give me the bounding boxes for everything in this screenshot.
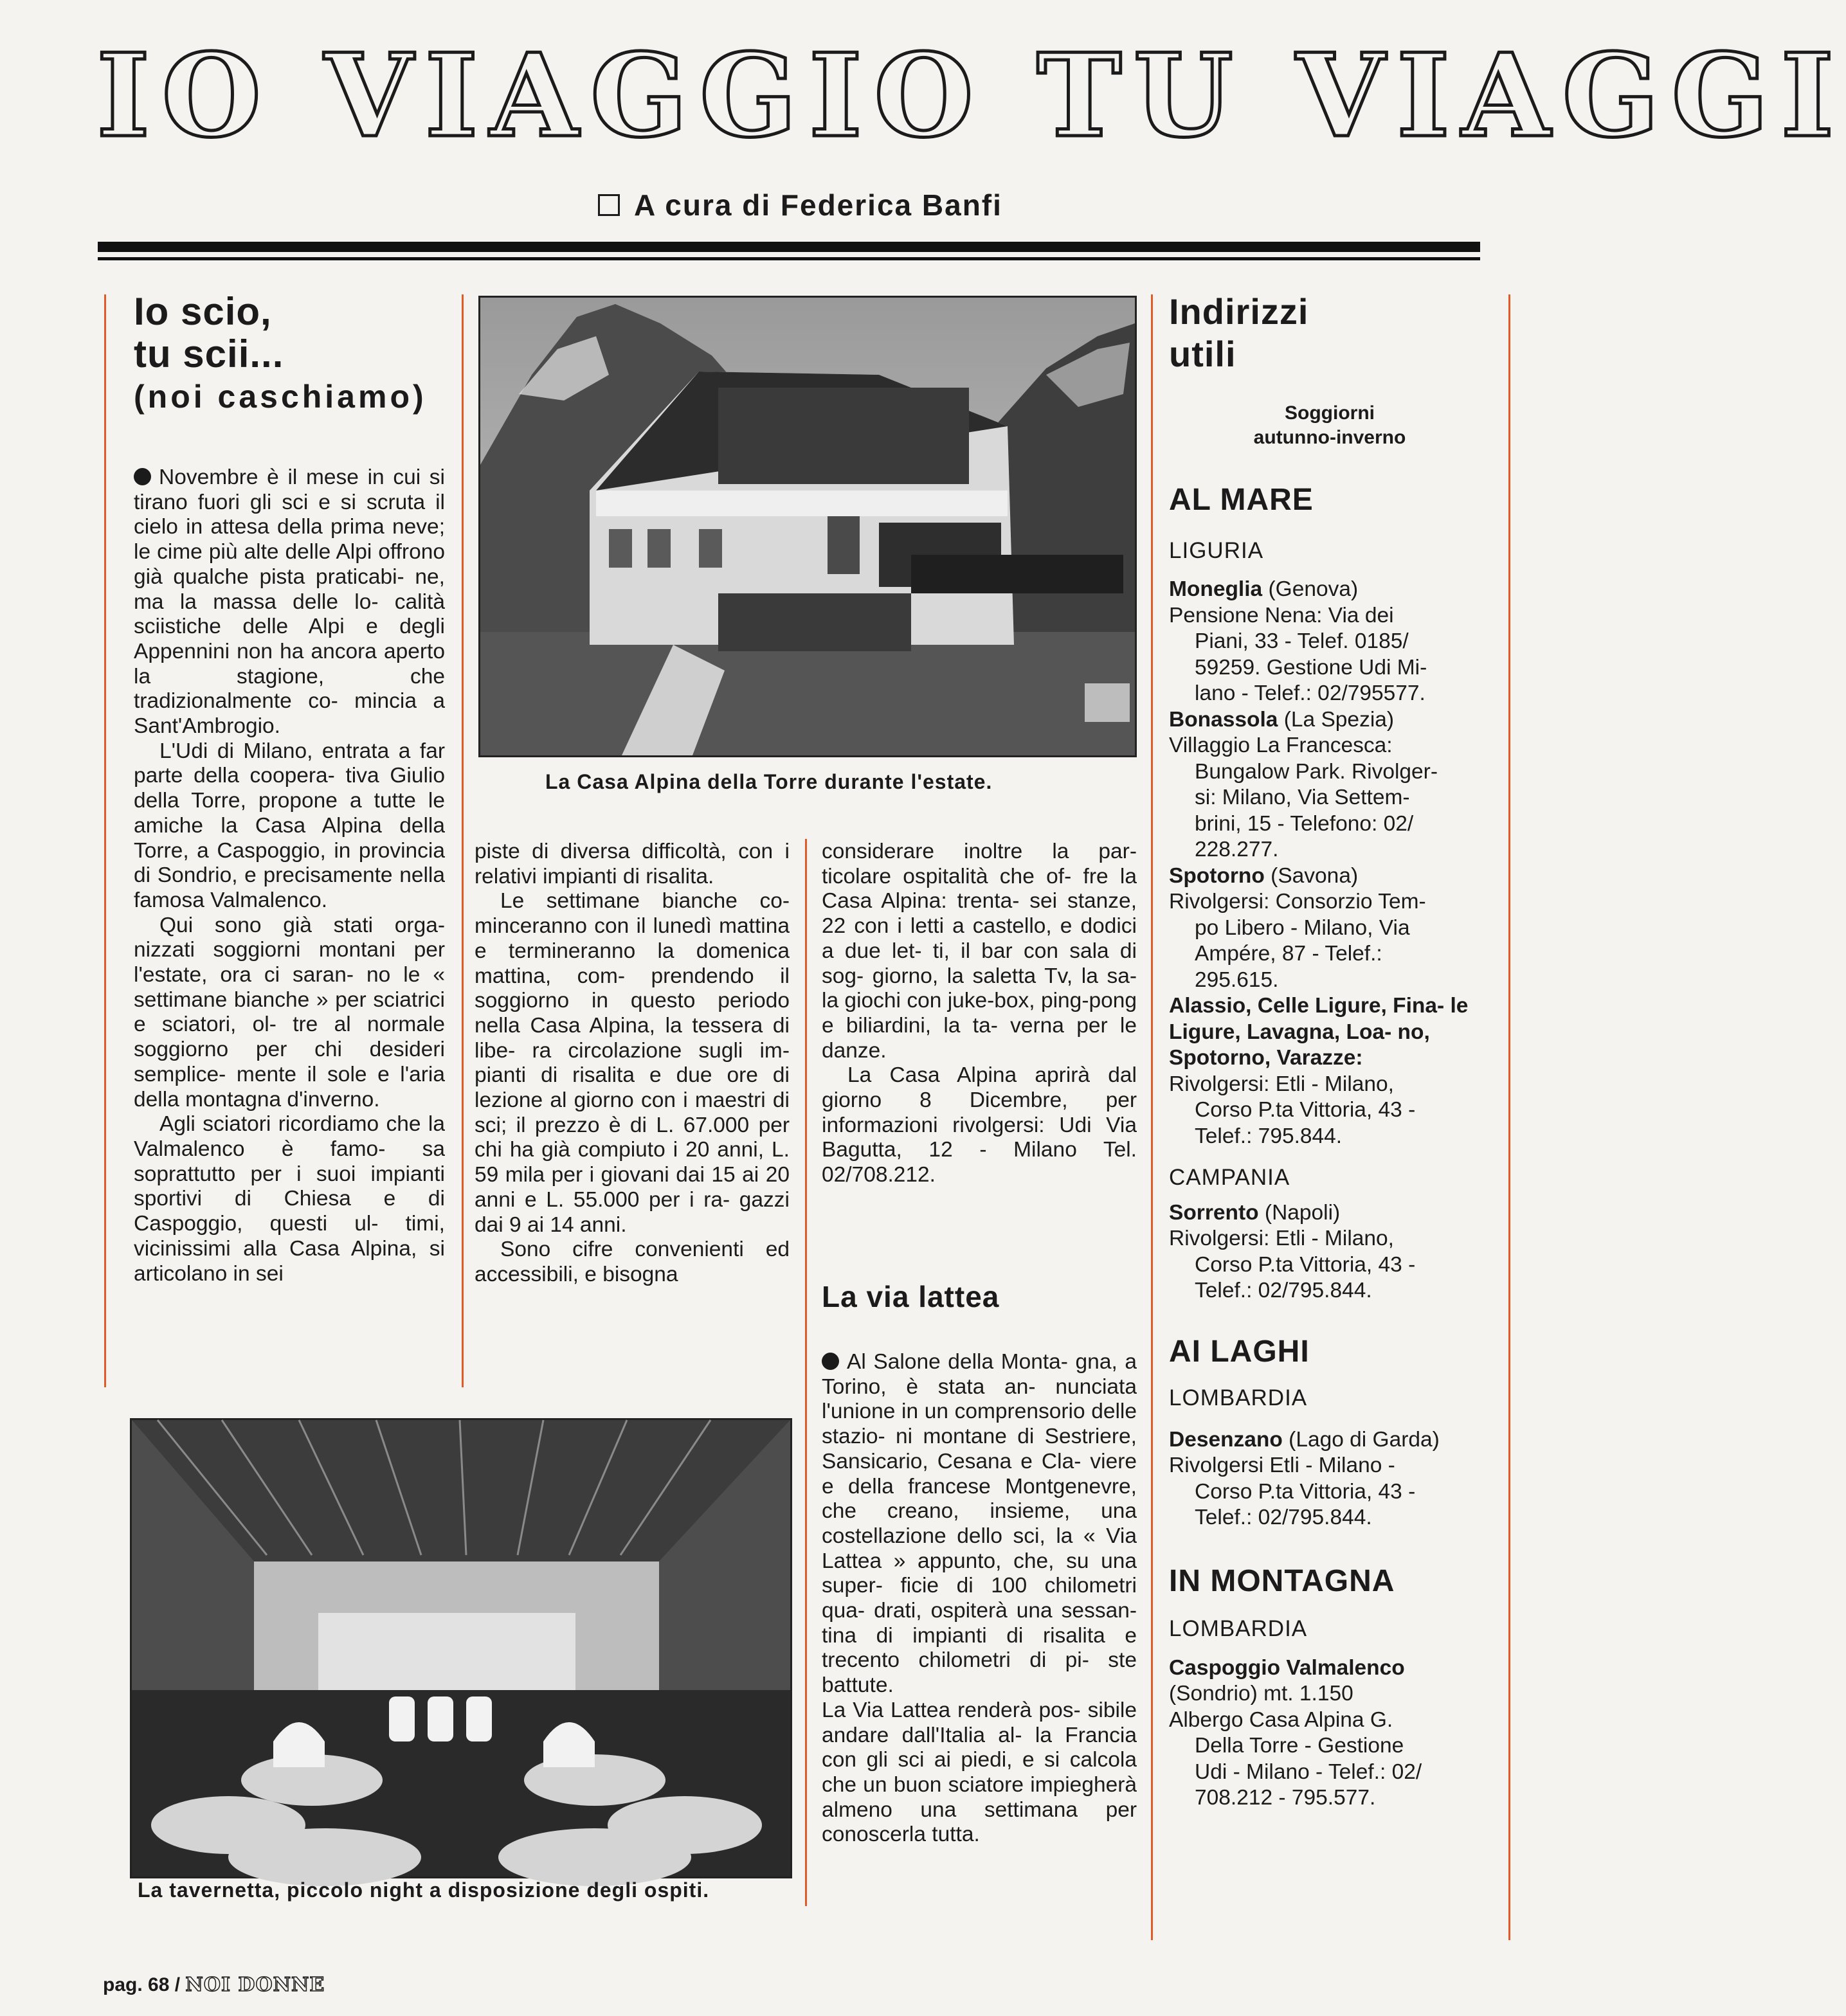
article-column-3: considerare inoltre la par- ticolare ospitalità che of- fre la Casa Alpina: trenta- sei stanze, 22 con i letti a castello, e dodici a due let- ti, il bar con sala di sog- giorno, la saletta Tv, la sa- la giochi con juke-box, ping-pong e biliardini, la ta- verna per le danze. La Casa Alpina aprirà dal giorno 8 Dicembre, per informazioni rivolgersi: Udi Via Bagutta, 12 - Milano Tel. 02/708.212. — [822, 840, 1137, 1187]
address-entry: Alassio, Celle Ligure, Fina- le Ligure, Lavagna, Loa- no, Spotorno, Varazze: Rivolgersi: Etli - Milano, Corso P.ta Vittoria, 43 - Telef.: 795.844. — [1169, 994, 1469, 1148]
column-rule — [1151, 294, 1153, 1940]
bullet-icon — [134, 468, 151, 485]
address-entry: Sorrento (Napoli) Rivolgersi: Etli - Milano, Corso P.ta Vittoria, 43 - Telef.: 02/795.844. — [1169, 1200, 1416, 1302]
byline — [598, 188, 1370, 222]
region-label: LOMBARDIA — [1169, 1385, 1308, 1410]
address-entry: Spotorno (Savona) Rivolgersi: Consorzio Tem- po Libero - Milano, Via Ampére, 87 - Telef.: 295.615. — [1169, 863, 1426, 992]
headline-line: Io scio, — [134, 290, 272, 333]
column-rule — [462, 294, 464, 1387]
bullet-icon — [822, 1353, 839, 1370]
article-column-3b: Al Salone della Monta- gna, a Torino, è stata an- nunciata l'unione in un comprensorio delle stazio- ni montane di Sestriere, Sansicario, Cesana e Cla- viere e della francese Montgenevre, che creano, insieme, una costellazione dello sci, la « Via Lattea » appunto, che, su una super- ficie di 100 chilometri qua- drati, ospiterà una sessan- tina di impianti di risalita e trecento chilometri di pi- ste battute. La Via Lattea renderà pos- sibile andare dall'Italia al- la Francia con gli sci ai piedi, e si calcola che un buon sciatore impiegherà almeno una settimana per conoscerla tutta. — [822, 1350, 1137, 1847]
article-column-2: piste di diversa difficoltà, con i relativi impianti di risalita. Le settimane bianche co- minceranno con il lunedì mattina e termineranno la domenica mattina, com- prendendo il soggiorno in questo periodo nella Casa Alpina, la tessera di libe- ra circolazione sugli im- pianti di risalita e due ore di lezione al giorno con i maestri di sci; il prezzo è di L. 67.000 per chi ha già compiuto i 20 anni, L. 59 mila per i giovani dai 15 ai 20 anni e L. 55.000 per i ra- gazzi dai 9 ai 14 anni. Sono cifre convenienti ed accessibili, e bisogna — [475, 840, 790, 1286]
address-entry: Desenzano (Lago di Garda) Rivolgersi Etli - Milano - Corso P.ta Vittoria, 43 - Telef.: 02/795.844. — [1169, 1427, 1440, 1529]
section-heading: AI LAGHI — [1169, 1334, 1310, 1369]
byline-text: A cura di Federica Banfi — [634, 188, 1002, 222]
article-headline — [134, 291, 455, 418]
sidebar-title: utili — [1169, 334, 1236, 374]
photo-tavernetta-image — [132, 1420, 790, 1877]
column-rule — [104, 294, 106, 1387]
page-number: pag. 68 / — [103, 1974, 181, 1995]
column-rule — [1508, 294, 1510, 1940]
headline-line: tu scii... — [134, 332, 284, 375]
address-entry: Bonassola (La Spezia) Villaggio La Francesca: Bungalow Park. Rivolger- si: Milano, Via Settem- brini, 15 - Telefono: 02/ 228.277. — [1169, 707, 1438, 861]
sidebar-title: Indirizzi — [1169, 291, 1309, 332]
photo-caption: La tavernetta, piccolo night a disposizione degli ospiti. — [138, 1878, 710, 1902]
photo-casa-alpina-image — [480, 298, 1135, 755]
masthead-title: IO VIAGGIO TU VIAGGI — [96, 28, 1846, 163]
region-label: LIGURIA — [1169, 537, 1264, 563]
region-label: LOMBARDIA — [1169, 1616, 1308, 1641]
address-entry: Moneglia (Genova) Pensione Nena: Via dei Piani, 33 - Telef. 0185/ 59259. Gestione Udi Mi- lano - Telef.: 02/795577. — [1169, 577, 1427, 705]
magazine-brand: NOI DONNE — [185, 1974, 325, 1996]
region-label: CAMPANIA — [1169, 1165, 1290, 1190]
headline-line: (noi caschiamo) — [134, 379, 427, 415]
header-rule — [98, 242, 1480, 252]
address-entry: Caspoggio Valmalenco (Sondrio) mt. 1.150 Albergo Casa Alpina G. Della Torre - Gestione Udi - Milano - Telef.: 02/ 708.212 - 795.577. — [1169, 1655, 1422, 1810]
square-icon — [598, 194, 620, 216]
page-footer — [103, 1974, 325, 1996]
header-rule-thin — [98, 257, 1480, 260]
sidebar-subtitle: Soggiorni autunno-inverno — [1253, 402, 1406, 448]
section-heading: IN MONTAGNA — [1169, 1563, 1395, 1598]
sidebar-addresses — [1169, 291, 1490, 1812]
photo-tavernetta — [130, 1418, 792, 1878]
article-column-1: Novembre è il mese in cui si tirano fuori gli sci e si scruta il cielo in attesa della prima neve; le cime più alte delle Alpi offrono già qualche pista praticabi- ne, ma la massa delle lo- calità sciistiche delle Alpi e degli Appennini non ha ancora aperto la stagione, che tradizionalmente co- mincia a Sant'Ambrogio. L'Udi di Milano, entrata a far parte della coopera- tiva Giulio della Torre, propone a tutte le amiche la Casa Alpina della Torre, a Caspoggio, in provincia di Sondrio, e precisamente nella famosa Valmalenco. Qui sono già stati orga- nizzati soggiorni montani per l'estate, ora ci saran- no le « settimane bianche » per sciatrici e sciatori, ol- tre al normale soggiorno per chi desideri semplice- mente il sole e l'aria della montagna d'inverno. Agli sciatori ricordiamo che la Valmalenco è famo- sa soprattutto per i suoi impianti sportivi di Chiesa e di Caspoggio, questi ul- timi, vicinissimi alla Casa Alpina, si articolano in sei — [134, 465, 445, 1286]
photo-casa-alpina — [478, 296, 1137, 757]
section-heading: AL MARE — [1169, 483, 1314, 517]
via-lattea-headline: La via lattea — [822, 1280, 1000, 1313]
photo-caption: La Casa Alpina della Torre durante l'estate. — [545, 770, 993, 793]
column-rule — [805, 839, 807, 1906]
